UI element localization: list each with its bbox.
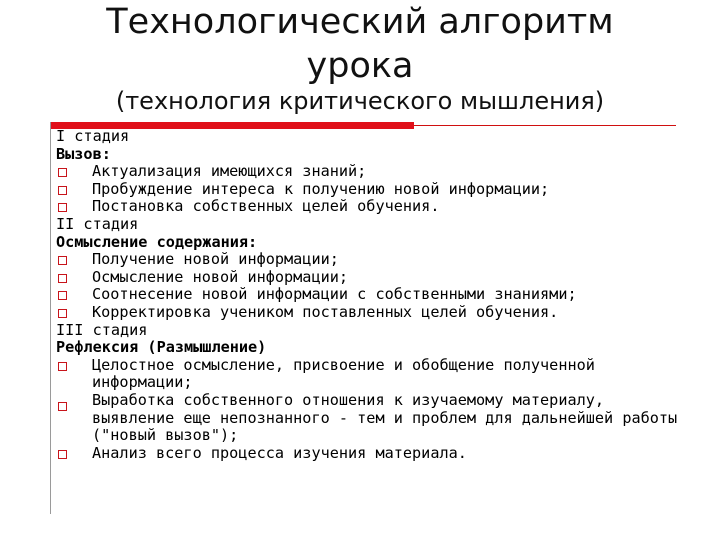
stage-heading: Осмысление содержания: (56, 232, 258, 251)
square-bullet-icon (58, 168, 67, 177)
stage-heading: Вызов: (56, 144, 111, 163)
list-item: Корректировка учеником поставленных целей обучения. (56, 304, 686, 322)
square-bullet-icon (58, 291, 67, 300)
list-item: Получение новой информации; (56, 251, 686, 269)
list-item: Осмысление новой информации; (56, 269, 686, 287)
list-item: Целостное осмысление, присвоение и обобщение полученной информации; (56, 357, 612, 392)
page-title-line-1: Технологический алгоритм (106, 2, 614, 42)
list-item: Выработка собственного отношения к изучаемому материалу, выявление еще непознанного - тем и проблем для дальнейшей работы ("новый вызов"); (56, 392, 692, 445)
stage-label: II стадия (56, 214, 139, 233)
stage-heading: Рефлексия (Размышление) (56, 338, 267, 357)
square-bullet-icon (58, 309, 67, 318)
square-bullet-icon (58, 186, 67, 195)
stage-label: I стадия (56, 127, 130, 145)
slide-content (56, 128, 686, 462)
square-bullet-icon (58, 256, 67, 265)
list-item: Соотнесение новой информации с собственными знаниями; (56, 286, 686, 304)
stage-label: III стадия (56, 320, 148, 339)
list-item: Актуализация имеющихся знаний; (56, 163, 686, 181)
page-title-line-2: урока (306, 46, 414, 86)
square-bullet-icon (58, 203, 67, 212)
square-bullet-icon (58, 274, 67, 283)
list-item: Пробуждение интереса к получению новой информации; (56, 181, 686, 199)
square-bullet-icon (58, 362, 67, 371)
content-left-rule (50, 122, 51, 514)
square-bullet-icon (58, 402, 67, 411)
title-underline-thin (414, 125, 676, 126)
list-item: Постановка собственных целей обучения. (56, 198, 686, 216)
list-item: Анализ всего процесса изучения материала. (56, 445, 686, 463)
square-bullet-icon (58, 450, 67, 459)
page-subtitle: (технология критического мышления) (115, 87, 605, 115)
